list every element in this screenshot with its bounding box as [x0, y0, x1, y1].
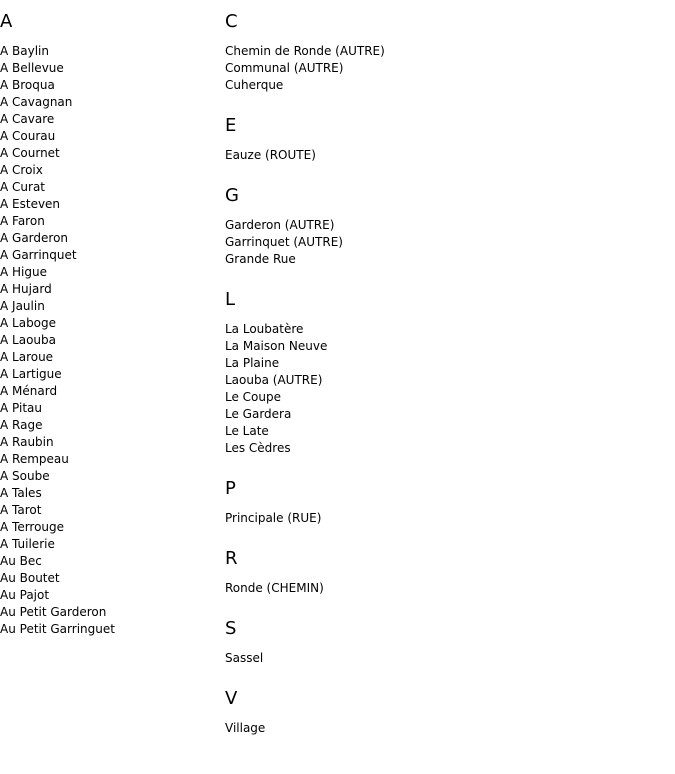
street-link[interactable]: A Bellevue	[0, 61, 64, 75]
street-list	[225, 580, 665, 597]
street-link[interactable]: A Terrouge	[0, 520, 65, 534]
street-link[interactable]: Le Late	[225, 424, 269, 438]
street-link[interactable]: Au Pajot	[0, 588, 50, 602]
street-link[interactable]: A Laouba	[0, 333, 56, 347]
street-link[interactable]: Laouba (AUTRE)	[225, 373, 323, 387]
letter-group-v	[225, 687, 665, 737]
street-link[interactable]: La Loubatère	[225, 322, 304, 336]
street-link[interactable]: A Cournet	[0, 146, 60, 160]
street-link[interactable]: A Courau	[0, 129, 56, 143]
letter-heading: R	[225, 548, 238, 569]
street-link[interactable]: Village	[225, 721, 266, 735]
street-link[interactable]: A Raubin	[0, 435, 54, 449]
street-link[interactable]: A Garrinquet	[0, 248, 77, 262]
letter-heading: S	[225, 618, 237, 639]
street-link[interactable]: La Plaine	[225, 356, 280, 370]
street-link[interactable]: Au Bec	[0, 554, 42, 568]
street-link[interactable]: A Tuilerie	[0, 537, 55, 551]
street-link[interactable]: A Lartigue	[0, 367, 62, 381]
street-link[interactable]: Sassel	[225, 651, 264, 665]
street-link[interactable]: A Ménard	[0, 384, 58, 398]
street-link[interactable]: A Rage	[0, 418, 43, 432]
street-link[interactable]: A Garderon	[0, 231, 69, 245]
letter-heading: L	[225, 289, 236, 310]
letter-heading: P	[225, 478, 236, 499]
letter-group-l	[225, 288, 665, 457]
street-link[interactable]: A Baylin	[0, 44, 49, 58]
street-link[interactable]: Communal (AUTRE)	[225, 61, 344, 75]
street-link[interactable]: A Curat	[0, 180, 45, 194]
letter-heading: G	[225, 185, 239, 206]
street-link[interactable]: Le Coupe	[225, 390, 281, 404]
street-link[interactable]: A Soube	[0, 469, 50, 483]
street-index-column-right	[225, 10, 665, 757]
street-list	[225, 720, 665, 737]
street-link[interactable]: Le Gardera	[225, 407, 292, 421]
street-link[interactable]: Principale (RUE)	[225, 511, 322, 525]
street-link[interactable]: A Pitau	[0, 401, 42, 415]
letter-heading: A	[0, 11, 13, 32]
street-link[interactable]: A Laboge	[0, 316, 57, 330]
letter-group-e	[225, 114, 665, 164]
street-link[interactable]: A Broqua	[0, 78, 55, 92]
street-list	[225, 217, 665, 268]
street-link[interactable]: Garderon (AUTRE)	[225, 218, 335, 232]
letter-group-a	[0, 10, 220, 638]
street-link[interactable]: Au Petit Garderon	[0, 605, 107, 619]
street-link[interactable]: A Tarot	[0, 503, 42, 517]
street-link[interactable]: Les Cèdres	[225, 441, 291, 455]
street-link[interactable]: A Tales	[0, 486, 42, 500]
street-link[interactable]: A Cavare	[0, 112, 55, 126]
street-link[interactable]: Garrinquet (AUTRE)	[225, 235, 343, 249]
street-link[interactable]: Au Petit Garringuet	[0, 622, 115, 636]
street-link[interactable]: A Croix	[0, 163, 43, 177]
letter-heading: E	[225, 115, 237, 136]
street-link[interactable]: A Higue	[0, 265, 47, 279]
street-index-column-left	[0, 10, 220, 658]
letter-group-r	[225, 547, 665, 597]
street-link[interactable]: La Maison Neuve	[225, 339, 328, 353]
street-link[interactable]: A Jaulin	[0, 299, 45, 313]
letter-heading: V	[225, 688, 238, 709]
letter-group-s	[225, 617, 665, 667]
street-link[interactable]: Eauze (ROUTE)	[225, 148, 316, 162]
street-link[interactable]: Cuherque	[225, 78, 284, 92]
street-link[interactable]: A Laroue	[0, 350, 54, 364]
letter-group-p	[225, 477, 665, 527]
street-link[interactable]: A Faron	[0, 214, 45, 228]
letter-heading: C	[225, 11, 238, 32]
street-link[interactable]: Grande Rue	[225, 252, 296, 266]
letter-group-c	[225, 10, 665, 94]
street-list	[0, 43, 220, 638]
street-link[interactable]: A Hujard	[0, 282, 52, 296]
street-link[interactable]: A Rempeau	[0, 452, 69, 466]
street-link[interactable]: Chemin de Ronde (AUTRE)	[225, 44, 385, 58]
street-list	[225, 650, 665, 667]
street-link[interactable]: Au Boutet	[0, 571, 60, 585]
street-link[interactable]: A Esteven	[0, 197, 61, 211]
street-list	[225, 147, 665, 164]
street-list	[225, 321, 665, 457]
street-list	[225, 43, 665, 94]
street-link[interactable]: Ronde (CHEMIN)	[225, 581, 324, 595]
letter-group-g	[225, 184, 665, 268]
street-list	[225, 510, 665, 527]
street-link[interactable]: A Cavagnan	[0, 95, 73, 109]
